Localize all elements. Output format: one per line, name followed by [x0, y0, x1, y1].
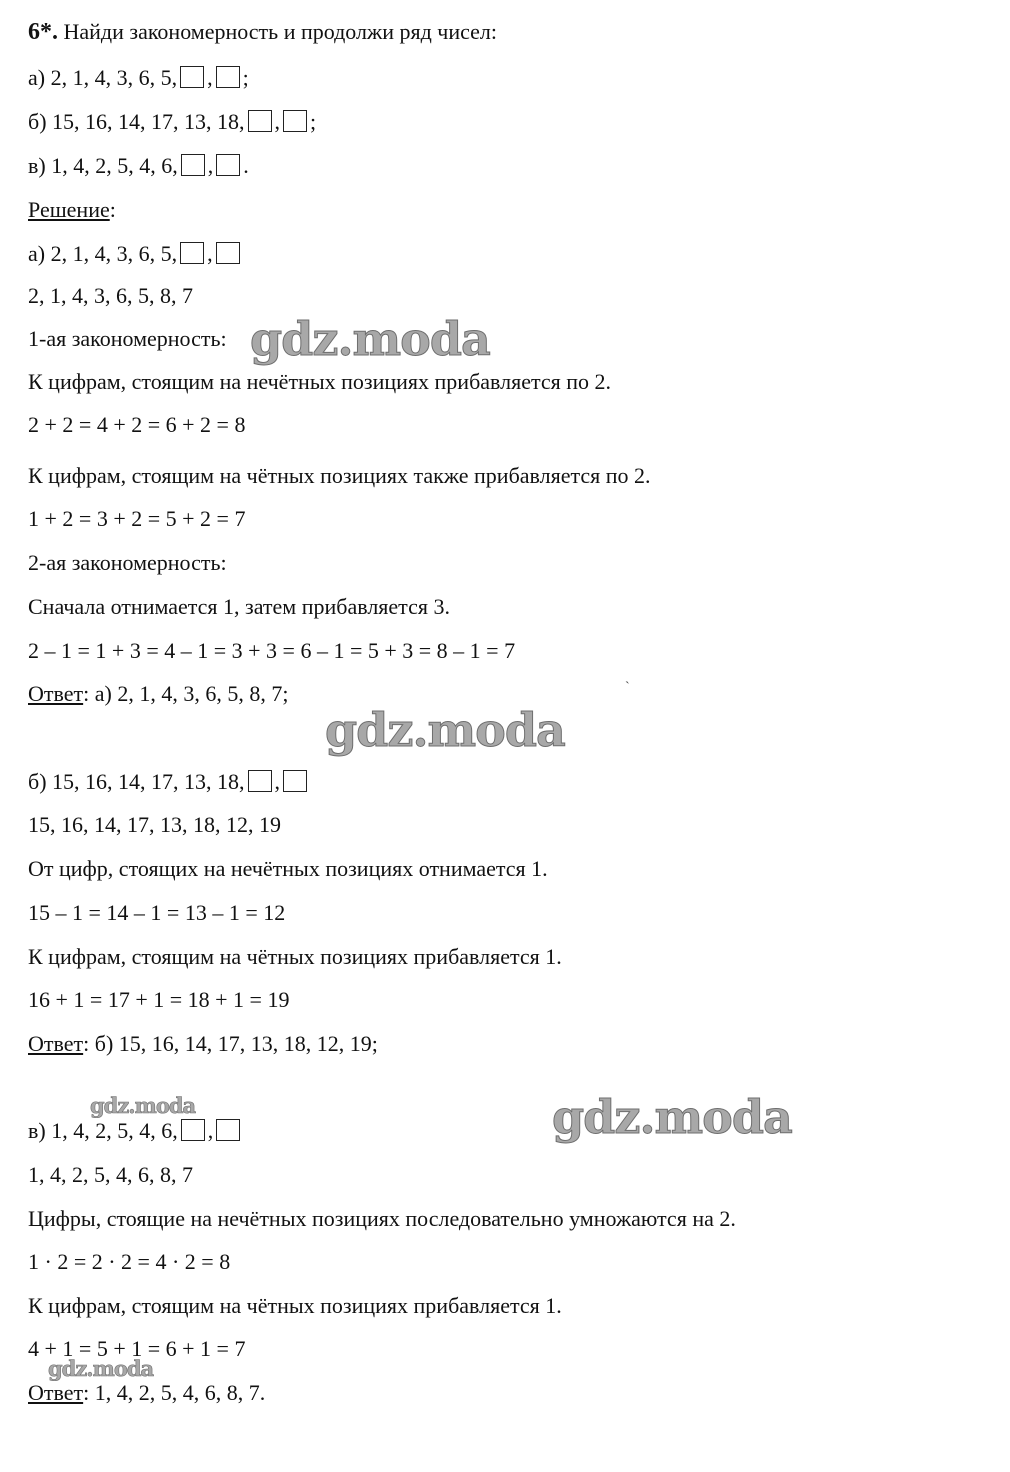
separator: , [274, 769, 281, 794]
scan-speck: ` [625, 680, 630, 695]
solution-heading-text: Решение [28, 197, 110, 222]
solution-b-even: К цифрам, стоящим на чётных позициях прибавляется 1. [28, 944, 562, 969]
separator: , [207, 153, 214, 178]
answer-box [216, 242, 240, 264]
separator: , [274, 109, 281, 134]
answer-label: Ответ [28, 1380, 84, 1405]
answer-box [283, 110, 307, 132]
solution-a-answer [28, 680, 288, 708]
answer-text: : 1, 4, 2, 5, 4, 6, 8, 7. [83, 1380, 266, 1405]
solution-a-rule1-even-calc: 1 + 2 = 3 + 2 = 5 + 2 = 7 [28, 506, 246, 531]
solution-a-rule2-text: Сначала отнимается 1, затем прибавляется 3. [28, 594, 450, 619]
answer-text: : а) 2, 1, 4, 3, 6, 5, 8, 7; [83, 681, 289, 706]
answer-box [283, 770, 307, 792]
answer-box [181, 154, 205, 176]
answer-label: Ответ [28, 1031, 84, 1056]
solution-v-even-calc: 4 + 1 = 5 + 1 = 6 + 1 = 7 [28, 1336, 246, 1361]
watermark: gdz.moda [48, 1356, 154, 1381]
solution-a-task [28, 240, 243, 268]
solution-v-task-text: в) 1, 4, 2, 5, 4, 6, [28, 1118, 178, 1143]
solution-v-answer [28, 1379, 265, 1407]
watermark: gdz.moda [325, 703, 565, 757]
solution-v-odd: Цифры, стоящие на нечётных позициях последовательно умножаются на 2. [28, 1206, 736, 1231]
watermark: gdz.moda [552, 1090, 792, 1144]
watermark: gdz.moda [250, 312, 490, 366]
answer-box [216, 66, 240, 88]
punctuation: ; [310, 109, 317, 134]
watermark: gdz.moda [90, 1093, 196, 1118]
task-title [28, 18, 497, 46]
solution-b-task [28, 768, 310, 796]
solution-a-sequence: 2, 1, 4, 3, 6, 5, 8, 7 [28, 283, 193, 308]
solution-v-even: К цифрам, стоящим на чётных позициях прибавляется 1. [28, 1293, 562, 1318]
solution-a-rule1-odd: К цифрам, стоящим на нечётных позициях прибавляется по 2. [28, 369, 612, 394]
solution-a-task-text: а) 2, 1, 4, 3, 6, 5, [28, 241, 178, 266]
solution-b-even-calc: 16 + 1 = 17 + 1 = 18 + 1 = 19 [28, 987, 290, 1012]
colon: : [109, 197, 116, 222]
separator: , [207, 1118, 214, 1143]
answer-box [216, 154, 240, 176]
answer-box [180, 66, 204, 88]
separator: , [207, 65, 213, 90]
answer-text: : б) 15, 16, 14, 17, 13, 18, 12, 19; [83, 1031, 378, 1056]
solution-v-task [28, 1117, 243, 1145]
separator: , [207, 241, 213, 266]
solution-v-sequence: 1, 4, 2, 5, 4, 6, 8, 7 [28, 1162, 193, 1187]
task-b-text: б) 15, 16, 14, 17, 13, 18, [28, 109, 245, 134]
solution-b-sequence: 15, 16, 14, 17, 13, 18, 12, 19 [28, 812, 281, 837]
solution-b-task-text: б) 15, 16, 14, 17, 13, 18, [28, 769, 245, 794]
answer-box [248, 110, 272, 132]
answer-box [181, 1119, 205, 1141]
solution-b-odd: От цифр, стоящих на нечётных позициях отнимается 1. [28, 856, 548, 881]
punctuation: ; [242, 65, 249, 90]
answer-box [180, 242, 204, 264]
answer-box [248, 770, 272, 792]
answer-box [216, 1119, 240, 1141]
task-v-text: в) 1, 4, 2, 5, 4, 6, [28, 153, 178, 178]
solution-a-rule1-title: 1-ая закономерность: [28, 326, 227, 351]
task-text: Найди закономерность и продолжи ряд чисел: [63, 19, 498, 44]
solution-b-odd-calc: 15 – 1 = 14 – 1 = 13 – 1 = 12 [28, 900, 286, 925]
solution-a-rule2-calc: 2 – 1 = 1 + 3 = 4 – 1 = 3 + 3 = 6 – 1 = 5 + 3 = 8 – 1 = 7 [28, 638, 516, 663]
solution-b-answer [28, 1030, 378, 1058]
solution-heading [28, 196, 116, 224]
task-number: 6*. [28, 19, 58, 45]
punctuation: . [243, 153, 249, 178]
answer-label: Ответ [28, 681, 84, 706]
solution-a-rule2-title: 2-ая закономерность: [28, 550, 227, 575]
task-a-text: а) 2, 1, 4, 3, 6, 5, [28, 65, 178, 90]
task-b [28, 108, 316, 136]
solution-a-rule1-odd-calc: 2 + 2 = 4 + 2 = 6 + 2 = 8 [28, 412, 246, 437]
task-v [28, 152, 249, 180]
solution-a-rule1-even: К цифрам, стоящим на чётных позициях также прибавляется по 2. [28, 463, 651, 488]
solution-v-odd-calc: 1 · 2 = 2 · 2 = 4 · 2 = 8 [28, 1249, 231, 1274]
task-a [28, 64, 249, 92]
